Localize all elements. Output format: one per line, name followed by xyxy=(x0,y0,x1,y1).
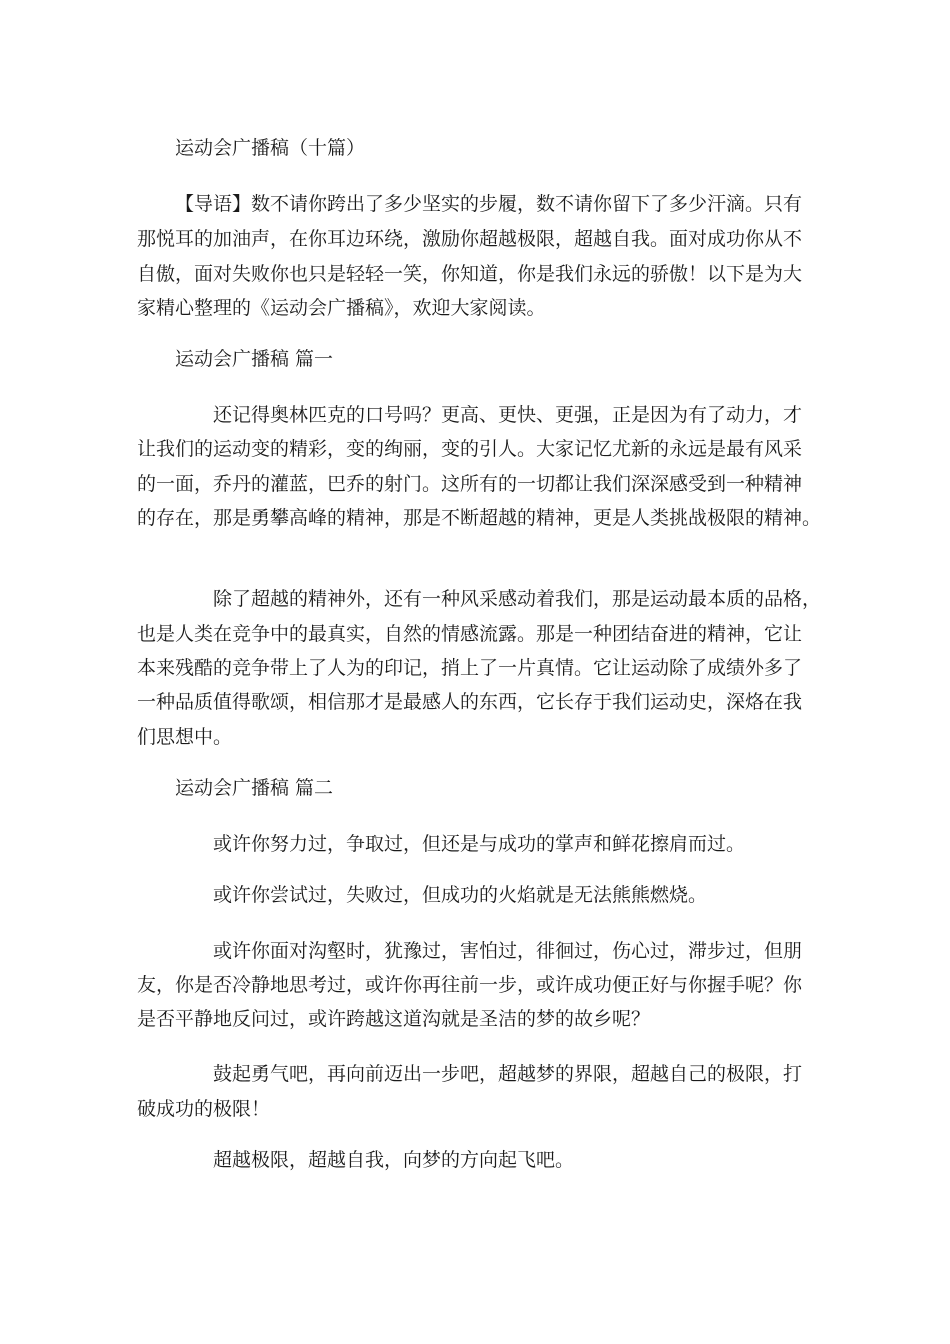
paragraph-line: 或许你面对沟壑时，犹豫过，害怕过，徘徊过，伤心过，滞步过，但朋 xyxy=(213,940,803,962)
paragraph-line: 破成功的极限！ xyxy=(137,1098,271,1120)
paragraph-line: 的一面，乔丹的灌蓝，巴乔的射门。这所有的一切都让我们深深感受到一种精神 xyxy=(137,473,803,495)
paragraph-line: 友，你是否冷静地思考过，或许你再往前一步，或许成功便正好与你握手呢？你 xyxy=(137,974,803,996)
section2-paragraph-1: 或许你努力过，争取过，但还是与成功的掌声和鲜花擦肩而过。 xyxy=(213,833,746,855)
section2-paragraph-5: 超越极限，超越自我，向梦的方向起飞吧。 xyxy=(213,1149,575,1171)
section2-paragraph-2: 或许你尝试过，失败过，但成功的火焰就是无法熊熊燃烧。 xyxy=(213,884,708,906)
paragraph-line: 的存在，那是勇攀高峰的精神，那是不断超越的精神，更是人类挑战极限的精神。 xyxy=(137,507,822,529)
paragraph-line: 还记得奥林匹克的口号吗？更高、更快、更强，正是因为有了动力，才 xyxy=(213,404,803,426)
paragraph-line: 一种品质值得歌颂，相信那才是最感人的东西，它长存于我们运动史，深烙在我 xyxy=(137,691,803,713)
paragraph-line: 让我们的运动变的精彩，变的绚丽，变的引人。大家记忆尤新的永远是最有风采 xyxy=(137,438,803,460)
paragraph-line: 本来残酷的竞争带上了人为的印记，捎上了一片真情。它让运动除了成绩外多了 xyxy=(137,657,803,679)
paragraph-line: 除了超越的精神外，还有一种风采感动着我们，那是运动最本质的品格， xyxy=(213,588,822,610)
intro-line: 家精心整理的《运动会广播稿》，欢迎大家阅读。 xyxy=(137,297,546,319)
intro-line: 那悦耳的加油声，在你耳边环绕，激励你超越极限，超越自我。面对成功你从不 xyxy=(137,228,803,250)
document-title: 运动会广播稿（十篇） xyxy=(175,137,366,159)
paragraph-line: 鼓起勇气吧，再向前迈出一步吧，超越梦的界限，超越自己的极限，打 xyxy=(213,1063,803,1085)
paragraph-line: 是否平静地反问过，或许跨越这道沟就是圣洁的梦的故乡呢？ xyxy=(137,1008,651,1030)
section-heading-2: 运动会广播稿 篇二 xyxy=(175,777,334,799)
paragraph-line: 也是人类在竞争中的最真实，自然的情感流露。那是一种团结奋进的精神，它让 xyxy=(137,623,803,645)
intro-line: 自傲，面对失败你也只是轻轻一笑，你知道，你是我们永远的骄傲！以下是为大 xyxy=(137,263,803,285)
intro-line: 【导语】数不请你跨出了多少坚实的步履，数不请你留下了多少汗滴。只有 xyxy=(175,193,803,215)
paragraph-line: 们思想中。 xyxy=(137,726,233,748)
section-heading-1: 运动会广播稿 篇一 xyxy=(175,348,334,370)
